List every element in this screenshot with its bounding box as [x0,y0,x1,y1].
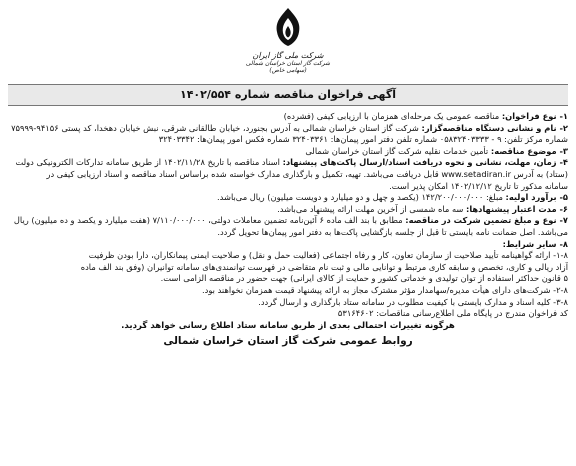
section-4-pre-url: (ستاد) به آدرس [513,168,568,179]
section-8-item1-line2: آزاد ریالی و کاری، تخصص و سابقه کاری مرتبط و توانایی مالی و ثبت نام متقاضی در فهرست توانمندی‌های سامانه توانیران (وفق بند الف ماده [80,261,568,272]
section-4-line3: سامانه مذکور تا تاریخ ۱۴۰۲/۱۲/۱۲ امکان پذیر است. [389,180,568,191]
logo-company-name: شرکت ملی گاز ایران [252,51,324,60]
section-4-label: ۴- زمان، مهلت، نشانی و نحوه دریافت اسناد/ارسال پاکت‌های پیشنهاد: [282,157,568,168]
section-4-line1: اسناد مناقصه با تاریخ ۱۴۰۲/۱۱/۲۸ از طریق سامانه تدارکات الکترونیکی دولت [15,157,280,168]
section-1 [8,111,568,123]
section-1-label: ۱- نوع فراخوان: [501,111,568,121]
footer-notice: هرگونه تغییرات احتمالی بعدی از طریق سامانه ستاد اطلاع رسانی خواهد گردید. [121,320,455,331]
section-1-text: مناقصه عمومی یک مرحله‌ای همزمان با ارزیابی کیفی (فشرده) [283,111,500,121]
section-7 [8,215,568,227]
section-6-text: سه ماه شمسی از آخرین مهلت ارائه پیشنهاد می‌باشد. [277,203,464,214]
section-3 [8,146,568,158]
section-5-text: مبلغ: ۱۴۲/۲۰۰/۰۰۰/۰۰۰ (یکصد و چهل و دو میلیارد و دویست میلیون) ریال می‌باشد. [217,192,503,203]
flame-emblem-icon [271,6,305,50]
section-3-label: ۳- موضوع مناقصه: [490,145,568,156]
section-6-label: ۶- مدت اعتبار پیشنهادها: [466,203,568,214]
section-8-item2: ۲-۸- شرکت‌های دارای هیأت مدیره/سهامدار مؤثر مشترک مجاز به ارائه پیشنهاد قیمت همزمان نخواهند بود. [202,284,568,295]
section-7-line1: مطابق با بند الف ماده ۶ آئین‌نامه تضمین معاملات دولتی، ۷/۱۱۰/۰۰۰/۰۰۰ (هفت میلیارد و یکصد و ده میلیون) ریال [13,215,403,226]
section-4-post-url: قابل دریافت می‌باشد. تهیه، تکمیل و بارگذاری مدارک خواسته شده براساس اسناد مناقصه و اسناد ارزیابی کیفی در [46,168,439,179]
logo-subsidiary-name: شرکت گاز استان خراسان شمالی (سهامی خاص) [245,60,331,74]
company-logo [243,6,333,78]
section-5 [8,192,568,204]
section-4 [8,157,568,169]
header [8,4,568,78]
notice-body [8,106,568,348]
section-2-phones: شماره مرکز تلفن: ۹ - ۰۵۸۳۲۴۰۳۳۳۳ شماره تلفن دفتر امور پیمان‌ها: ۳۲۴۰۳۳۶۱ شماره فکس امور پیمان‌ها: ۳۲۴۰۳۳۴۲ [158,134,568,145]
section-8 [8,239,568,251]
section-8-item1-line1: ۱-۸- ارائه گواهینامه تأیید صلاحیت از سازمان تعاون، کار و رفاه اجتماعی (فعالیت حمل و نقل) و صلاحیت ایمنی پیمانکاران، دارا بودن ظرفیت [88,250,568,261]
section-5-label: ۵- برآورد اولیه: [505,192,568,203]
setad-url-link[interactable]: www.setadiran.ir [441,168,512,179]
section-3-text: تأمین خدمات نقلیه شرکت گاز استان خراسان شمالی [305,145,489,156]
section-7-line2: می‌باشد. اصل ضمانت نامه بایستی تا قبل از جلسه بازگشایی پاکت‌ها به دفتر امور پیمان‌ها تحویل گردد. [217,226,568,237]
section-8-item3: ۳-۸- کلیه اسناد و مدارک بایستی با کیفیت مطلوب در سامانه ستاد بارگذاری و ارسال گردد. [258,296,568,307]
section-7-label: ۷- نوع و مبلغ تضمین شرکت در مناقصه: [405,215,568,226]
notice-title: آگهی فراخوان مناقصه شماره ۱۴۰۲/۵۵۴ [8,84,568,106]
section-2-address: شرکت گاز استان خراسان شمالی به آدرس بجنورد، خیابان طالقانی شرقی، نبش خیابان دهخدا، کد پستی ۹۴۱۵۶-۷۵۹۹۹ [11,122,419,133]
section-6 [8,204,568,216]
tender-code: کد فراخوان مندرج در پایگاه ملی اطلاع‌رسانی مناقصات: ۵۳۱۶۴۶۰۲ [337,308,568,319]
section-4-line2 [8,169,568,181]
section-8-label: ۸- سایر شرایط: [502,238,568,249]
section-8-item1-line3: ۵ قانون حداکثر استفاده از توان تولیدی و خدماتی کشور و حمایت از کالای ایرانی) جهت حضور در مناقصه الزامی است. [160,273,568,284]
section-2 [8,123,568,135]
section-2-label: ۲- نام و نشانی دستگاه مناقصه‌گزار: [421,122,568,133]
footer-signature: روابط عمومی شرکت گاز استان خراسان شمالی [163,335,413,348]
